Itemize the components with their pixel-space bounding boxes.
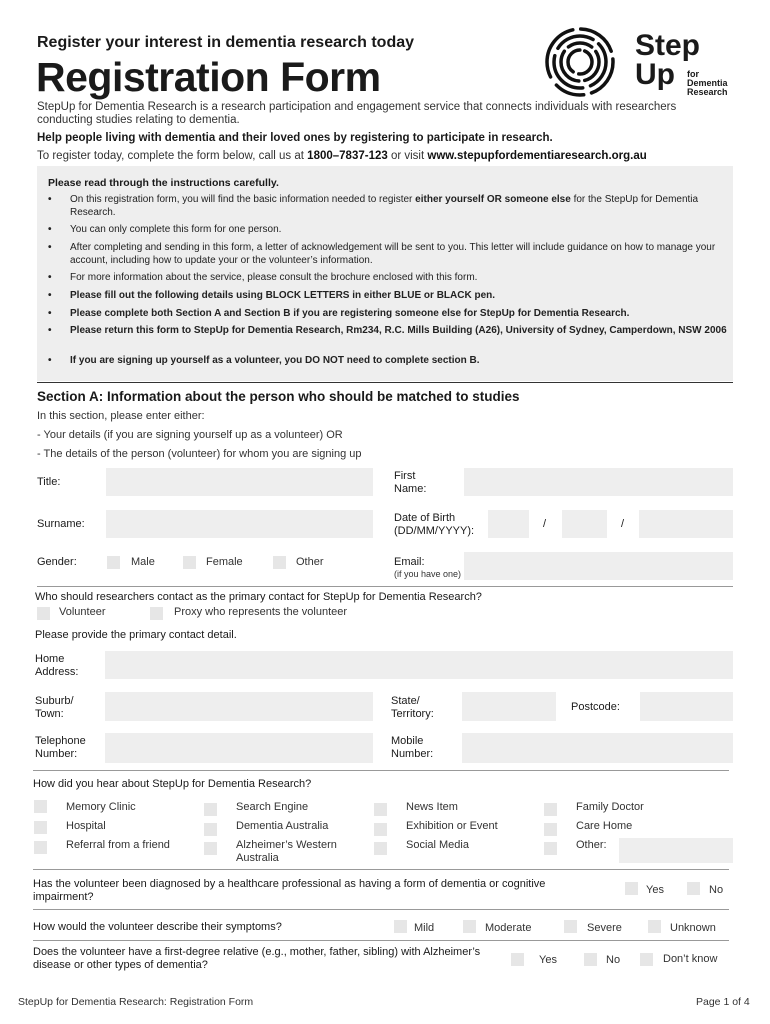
- volunteer-checkbox[interactable]: [37, 607, 50, 620]
- relative-dont-know-label: Don’t know: [663, 953, 718, 965]
- memory-clinic-label: Memory Clinic: [66, 801, 136, 813]
- divider: [33, 940, 729, 941]
- contact-mid: or visit: [387, 150, 428, 162]
- phone-number: 1800–7837-123: [307, 150, 388, 162]
- diagnosed-no-checkbox[interactable]: [687, 882, 700, 895]
- home-address-input[interactable]: [105, 651, 733, 679]
- proxy-label: Proxy who represents the volunteer: [174, 606, 348, 618]
- dob-month-input[interactable]: [562, 510, 607, 538]
- dob-separator: /: [621, 518, 625, 530]
- list-item: • You can only complete this form for one person.: [70, 224, 730, 237]
- concentric-rings-icon: [540, 24, 620, 100]
- other-source-checkbox[interactable]: [544, 842, 557, 855]
- list-item: • Please fill out the following details using BLOCK LETTERS in either BLUE or BLACK pen.: [70, 290, 730, 303]
- exhibition-checkbox[interactable]: [374, 823, 387, 836]
- home-address-label: Home Address:: [35, 653, 79, 678]
- first-name-label: First Name:: [394, 470, 427, 495]
- title-input[interactable]: [106, 468, 373, 496]
- relative-no-label: No: [606, 954, 621, 966]
- dementia-australia-label: Dementia Australia: [236, 820, 329, 832]
- contact-prefix: To register today, complete the form below, call us at: [37, 150, 308, 162]
- mobile-label: Mobile Number:: [391, 735, 434, 760]
- hear-question: How did you hear about StepUp for Dementia Research?: [33, 778, 312, 790]
- diagnosed-yes-checkbox[interactable]: [625, 882, 638, 895]
- divider: [37, 382, 733, 383]
- mobile-input[interactable]: [462, 733, 733, 763]
- family-doctor-checkbox[interactable]: [544, 803, 557, 816]
- dob-year-input[interactable]: [639, 510, 733, 538]
- relative-yes-label: Yes: [539, 954, 557, 966]
- volunteer-label: Volunteer: [59, 606, 106, 618]
- section-a-line2: - Your details (if you are signing yourself up as a volunteer) OR: [37, 429, 343, 441]
- social-media-checkbox[interactable]: [374, 842, 387, 855]
- subtitle: Register your interest in dementia research today: [37, 34, 415, 51]
- list-item: • On this registration form, you will find the basic information needed to register either yourself OR someone else for the StepUp for Dementia Research.: [70, 194, 730, 219]
- relative-question: Does the volunteer have a first-degree relative (e.g., mother, father, sibling) with Alzheimer’s disease or other types of dementia?: [33, 946, 481, 971]
- surname-label: Surname:: [37, 518, 85, 530]
- exhibition-label: Exhibition or Event: [406, 820, 498, 832]
- other-gender-checkbox[interactable]: [273, 556, 286, 569]
- unknown-label: Unknown: [670, 922, 716, 934]
- care-home-label: Care Home: [576, 820, 633, 832]
- diagnosed-question: Has the volunteer been diagnosed by a healthcare professional as having a form of dementia or cognitive impairment?: [33, 878, 546, 903]
- severe-label: Severe: [587, 922, 622, 934]
- alzheimers-wa-label: Alzheimer’s Western Australia: [236, 839, 337, 864]
- list-item: • Please complete both Section A and Section B if you are registering someone else for StepUp for Dementia Research.: [70, 308, 730, 321]
- page-title: Registration Form: [36, 54, 381, 100]
- relative-dont-know-checkbox[interactable]: [640, 953, 653, 966]
- gender-label: Gender:: [37, 556, 77, 568]
- divider: [33, 869, 729, 870]
- search-engine-label: Search Engine: [236, 801, 309, 813]
- dob-separator: /: [543, 518, 547, 530]
- logo-research: Research: [687, 87, 728, 97]
- dob-label: Date of Birth (DD/MM/YYYY):: [394, 512, 475, 537]
- unknown-checkbox[interactable]: [648, 920, 661, 933]
- alzheimers-wa-checkbox[interactable]: [204, 842, 217, 855]
- diagnosed-yes-label: Yes: [646, 884, 664, 896]
- website-link[interactable]: www.stepupfordementiaresearch.org.au: [427, 150, 647, 162]
- email-note: (if you have one): [394, 569, 462, 579]
- logo-step: Step: [635, 29, 701, 62]
- telephone-input[interactable]: [105, 733, 373, 763]
- news-item-label: News Item: [406, 801, 458, 813]
- care-home-checkbox[interactable]: [544, 823, 557, 836]
- postcode-label: Postcode:: [571, 701, 620, 713]
- memory-clinic-checkbox[interactable]: [34, 800, 47, 813]
- female-label: Female: [206, 556, 243, 568]
- intro-text: StepUp for Dementia Research is a research participation and engagement service that connects individuals with researchers conducting studies relating to dementia.: [37, 101, 677, 126]
- email-input[interactable]: [464, 552, 733, 580]
- dob-day-input[interactable]: [488, 510, 529, 538]
- suburb-input[interactable]: [105, 692, 373, 721]
- male-checkbox[interactable]: [107, 556, 120, 569]
- moderate-label: Moderate: [485, 922, 532, 934]
- section-a-title: Section A: Information about the person who should be matched to studies: [37, 389, 520, 404]
- postcode-input[interactable]: [640, 692, 733, 721]
- dementia-australia-checkbox[interactable]: [204, 823, 217, 836]
- moderate-checkbox[interactable]: [463, 920, 476, 933]
- footer-left: StepUp for Dementia Research: Registration Form: [18, 996, 254, 1008]
- stepup-logo: [540, 24, 740, 100]
- state-label: State/ Territory:: [391, 695, 434, 720]
- divider: [33, 770, 729, 771]
- search-engine-checkbox[interactable]: [204, 803, 217, 816]
- surname-input[interactable]: [106, 510, 373, 538]
- contact-line: [37, 150, 647, 162]
- family-doctor-label: Family Doctor: [576, 801, 644, 813]
- relative-no-checkbox[interactable]: [584, 953, 597, 966]
- proxy-checkbox[interactable]: [150, 607, 163, 620]
- social-media-label: Social Media: [406, 839, 469, 851]
- footer-page-number: Page 1 of 4: [696, 996, 750, 1008]
- list-item: • After completing and sending in this form, a letter of acknowledgement will be sent to you. This letter will include guidance on how to manage your account, including how to update your or the volunteer’s information.: [70, 242, 730, 267]
- divider: [33, 909, 729, 910]
- list-item: • For more information about the service, please consult the brochure enclosed with this form.: [70, 272, 730, 285]
- other-gender-label: Other: [296, 556, 324, 568]
- state-input[interactable]: [462, 692, 556, 721]
- logo-dementia: Dementia: [687, 78, 728, 88]
- other-source-label: Other:: [576, 839, 607, 851]
- mild-checkbox[interactable]: [394, 920, 407, 933]
- instructions-box: [37, 166, 733, 381]
- help-text: Help people living with dementia and their loved ones by registering to participate in research.: [37, 132, 553, 144]
- female-checkbox[interactable]: [183, 556, 196, 569]
- referral-checkbox[interactable]: [34, 841, 47, 854]
- suburb-label: Suburb/ Town:: [35, 695, 74, 720]
- first-name-input[interactable]: [464, 468, 733, 496]
- mild-label: Mild: [414, 922, 435, 934]
- divider: [37, 586, 733, 587]
- primary-contact-question: Who should researchers contact as the primary contact for StepUp for Dementia Research?: [35, 591, 482, 603]
- referral-label: Referral from a friend: [66, 839, 170, 851]
- severe-checkbox[interactable]: [564, 920, 577, 933]
- email-label: Email:: [394, 556, 425, 568]
- symptoms-question: How would the volunteer describe their symptoms?: [33, 921, 282, 933]
- provide-contact-label: Please provide the primary contact detail.: [35, 629, 237, 641]
- list-item: • Please return this form to StepUp for Dementia Research, Rm234, R.C. Mills Building (A26), University of Sydney, Camperdown, NSW 2006: [70, 325, 730, 338]
- hospital-checkbox[interactable]: [34, 821, 47, 834]
- telephone-label: Telephone Number:: [35, 735, 86, 760]
- relative-yes-checkbox[interactable]: [511, 953, 524, 966]
- logo-up: Up: [635, 58, 675, 91]
- list-item: • If you are signing up yourself as a volunteer, you DO NOT need to complete section B.: [70, 355, 730, 368]
- news-item-checkbox[interactable]: [374, 803, 387, 816]
- hospital-label: Hospital: [66, 820, 106, 832]
- title-label: Title:: [37, 476, 61, 488]
- logo-for: for: [687, 69, 699, 79]
- section-a-line3: - The details of the person (volunteer) for whom you are signing up: [37, 448, 362, 460]
- male-label: Male: [131, 556, 155, 568]
- section-a-line1: In this section, please enter either:: [37, 410, 205, 422]
- other-source-input[interactable]: [619, 838, 733, 863]
- instructions-heading: Please read through the instructions carefully.: [48, 177, 279, 189]
- diagnosed-no-label: No: [709, 884, 724, 896]
